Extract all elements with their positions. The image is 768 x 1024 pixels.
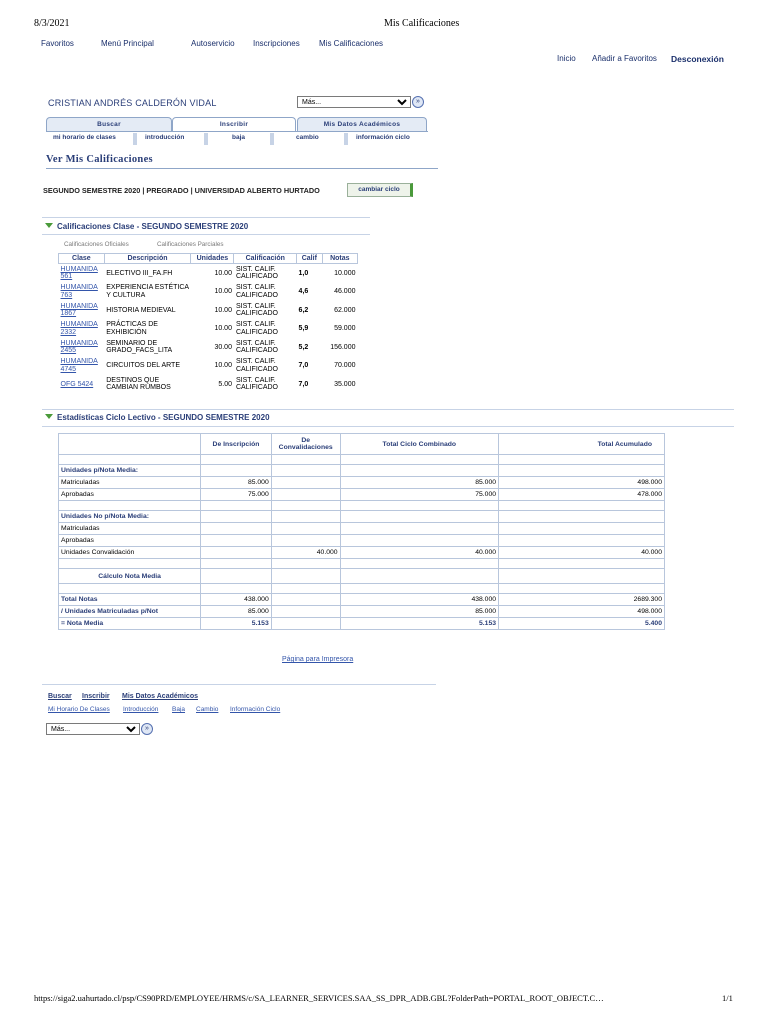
stats-row (59, 489, 665, 501)
stats-row-label (59, 501, 201, 511)
stats-row-label: = Nota Media (59, 618, 201, 630)
stats-row-label: Matriculadas (59, 523, 201, 535)
col-descripcion: Descripción (104, 254, 191, 264)
stats-cell: 5.153 (201, 618, 272, 630)
stats-cell (271, 535, 340, 547)
stats-cell (340, 569, 498, 584)
class-description: SEMINARIO DE GRADO_FACS_LITA (106, 339, 173, 355)
stats-cell (340, 511, 498, 523)
stats-cell (340, 584, 498, 594)
stats-cell (340, 501, 498, 511)
stats-row-label (59, 584, 201, 594)
stats-row-label: / Unidades Matriculadas p/Not (59, 606, 201, 618)
stats-cell: 498.000 (499, 477, 665, 489)
nav-mis-calificaciones[interactable]: Mis Calificaciones (319, 39, 384, 48)
stats-cell (201, 465, 272, 477)
class-units: 10.00 (214, 362, 232, 370)
class-grading-basis: SIST. CALIF. CALIFICADO (235, 302, 278, 318)
stats-cell (499, 569, 665, 584)
stats-cell (271, 559, 340, 569)
stats-row-label: Unidades No p/Nota Media: (59, 511, 201, 523)
table-row (59, 338, 358, 357)
class-link[interactable]: HUMANIDA 561 (60, 265, 98, 281)
stats-cell (201, 559, 272, 569)
stats-cell (271, 606, 340, 618)
table-row (59, 320, 358, 339)
logout-link[interactable]: Desconexión (671, 54, 724, 64)
subtab-baja[interactable]: baja (232, 134, 246, 141)
stats-section-divider (42, 409, 734, 410)
col-notas: Notas (322, 254, 357, 264)
stats-cell (271, 618, 340, 630)
footer-sub-info-ciclo[interactable]: Información Ciclo (230, 706, 281, 713)
stats-cell (201, 569, 272, 584)
stats-col-label (59, 434, 201, 455)
class-units: 10.00 (214, 269, 232, 277)
stats-row-label: Unidades p/Nota Media: (59, 465, 201, 477)
stats-row (59, 523, 665, 535)
class-link[interactable]: OFG 5424 (60, 380, 94, 388)
class-grade-points: 46.000 (334, 288, 356, 296)
class-description: ELECTIVO III_FA.FH (106, 269, 173, 277)
stats-row (59, 535, 665, 547)
print-title: Mis Calificaciones (384, 18, 460, 29)
add-favorites-link[interactable]: Añadir a Favoritos (592, 54, 657, 63)
print-page-number: 1/1 (722, 993, 733, 1003)
tab-mis-datos[interactable]: Mis Datos Académicos (297, 117, 427, 131)
class-grade-points: 70.000 (334, 362, 356, 370)
stats-row (59, 569, 665, 584)
class-grade: 5,2 (298, 343, 309, 351)
footer-link-buscar[interactable]: Buscar (48, 693, 72, 700)
class-link[interactable]: HUMANIDA 2455 (60, 339, 98, 355)
footer-divider (42, 684, 436, 685)
stats-cell: 85.000 (340, 477, 498, 489)
stats-header-row (59, 434, 665, 455)
footer-go-icon[interactable]: » (141, 723, 153, 735)
stats-row-label: Total Notas (59, 594, 201, 606)
stats-cell: 85.000 (201, 477, 272, 489)
stats-cell: 85.000 (340, 606, 498, 618)
class-units: 10.00 (214, 325, 232, 333)
class-grading-basis: SIST. CALIF. CALIFICADO (235, 265, 278, 281)
col-calificacion: Calificación (234, 254, 297, 264)
print-url: https://siga2.uahurtado.cl/psp/CS90PRD/EMPLOYEE/HRMS/c/SA_LEARNER_SERVICES.SAA_SS_DPR_ADB.GBL?FolderPath=PORTAL_ROOT_OBJECT.C… (34, 993, 604, 1003)
stats-cell (271, 465, 340, 477)
term-line: SEGUNDO SEMESTRE 2020 | PREGRADO | UNIVERSIDAD ALBERTO HURTADO (43, 186, 320, 195)
grades-section-title-text: Calificaciones Clase - SEGUNDO SEMESTRE 2020 (57, 222, 249, 231)
stats-cell: 5.400 (499, 618, 665, 630)
stats-cell (499, 535, 665, 547)
stats-cell: 40.000 (340, 547, 498, 559)
subtab-horario[interactable]: mi horario de clases (53, 134, 116, 141)
class-grading-basis: SIST. CALIF. CALIFICADO (235, 358, 278, 373)
stats-col-inscripcion: De Inscripción (201, 434, 272, 455)
class-link[interactable]: HUMANIDA 4745 (60, 358, 98, 373)
class-grade: 5,9 (298, 325, 309, 333)
stats-cell (271, 594, 340, 606)
inicio-link[interactable]: Inicio (557, 54, 576, 63)
stats-row-label: Matriculadas (59, 477, 201, 489)
class-description: HISTORIA MEDIEVAL (106, 306, 176, 314)
stats-row (59, 465, 665, 477)
table-row (59, 283, 358, 302)
stats-cell (340, 455, 498, 465)
stats-cell (271, 489, 340, 501)
stats-col-convalidaciones: De Convalidaciones (271, 434, 340, 455)
stats-cell (499, 523, 665, 535)
stats-cell (499, 455, 665, 465)
tab-underline (46, 131, 428, 132)
class-grading-basis: SIST. CALIF. CALIFICADO (235, 376, 278, 392)
stats-cell (499, 584, 665, 594)
class-grade: 4,6 (298, 288, 309, 296)
tab-buscar[interactable]: Buscar (46, 117, 172, 131)
subtab-introduccion[interactable]: introducción (145, 134, 185, 141)
stats-row (59, 559, 665, 569)
stats-cell (271, 455, 340, 465)
stats-cell: 40.000 (499, 547, 665, 559)
print-date: 8/3/2021 (34, 18, 70, 29)
stats-row-label: Cálculo Nota Media (59, 569, 201, 584)
subtab-separator (270, 133, 274, 145)
stats-cell (271, 511, 340, 523)
class-grade-points: 59.000 (334, 325, 356, 333)
grades-section-divider (42, 217, 370, 218)
footer-sub-introduccion[interactable]: Introducción (123, 706, 159, 713)
stats-col-ciclo-combinado: Total Ciclo Combinado (340, 434, 498, 455)
class-description: CIRCUITOS DEL ARTE (106, 362, 180, 370)
stats-row (59, 584, 665, 594)
stats-cell (201, 535, 272, 547)
stats-cell: 478.000 (499, 489, 665, 501)
stats-cell (201, 501, 272, 511)
grades-table (58, 253, 358, 394)
stats-cell: 498.000 (499, 606, 665, 618)
stats-cell (340, 523, 498, 535)
stats-row (59, 594, 665, 606)
stats-row (59, 455, 665, 465)
collapse-triangle-icon[interactable] (45, 223, 53, 228)
table-row (59, 375, 358, 394)
change-term-button[interactable]: cambiar ciclo (347, 183, 413, 197)
stats-cell (201, 547, 272, 559)
subtab-separator (344, 133, 348, 145)
stats-row-label (59, 559, 201, 569)
class-description: DESTINOS QUE CAMBIAN RUMBOS (106, 376, 171, 392)
class-grade: 7,0 (298, 362, 309, 370)
page-title: Ver Mis Calificaciones (46, 154, 153, 165)
footer-link-mis-datos[interactable]: Mis Datos Académicos (122, 693, 198, 700)
stats-section-divider (42, 426, 734, 427)
class-grade-points: 35.000 (334, 380, 356, 388)
class-units: 30.00 (214, 343, 232, 351)
stats-cell (340, 559, 498, 569)
stats-cell (201, 455, 272, 465)
class-description: EXPERIENCIA ESTÉTICA Y CULTURA (106, 284, 189, 299)
go-icon[interactable]: » (412, 96, 424, 108)
stats-cell: 5.153 (340, 618, 498, 630)
stats-row (59, 511, 665, 523)
stats-section-title-text: Estadísticas Ciclo Lectivo - SEGUNDO SEMESTRE 2020 (57, 413, 270, 422)
stats-row (59, 501, 665, 511)
class-description: PRÁCTICAS DE EXHIBICIÓN (106, 321, 158, 336)
stats-cell (340, 535, 498, 547)
stats-cell (201, 511, 272, 523)
col-clase: Clase (59, 254, 105, 264)
stats-col-acumulado: Total Acumulado (499, 434, 665, 455)
nav-menu-principal[interactable]: Menú Principal (101, 39, 154, 48)
stats-cell: 85.000 (201, 606, 272, 618)
stats-row (59, 547, 665, 559)
class-link[interactable]: HUMANIDA 763 (60, 284, 98, 299)
tab-calificaciones-oficiales[interactable]: Calificaciones Oficiales (64, 241, 129, 248)
table-row (59, 264, 358, 283)
stats-cell: 2689.300 (499, 594, 665, 606)
stats-row-label: Aprobadas (59, 489, 201, 501)
class-grading-basis: SIST. CALIF. CALIFICADO (235, 284, 278, 299)
stats-cell: 75.000 (201, 489, 272, 501)
class-grading-basis: SIST. CALIF. CALIFICADO (235, 339, 278, 355)
nav-inscripciones[interactable]: Inscripciones (253, 39, 300, 48)
footer-more-select[interactable] (46, 723, 140, 735)
subtab-separator (133, 133, 137, 145)
stats-cell: 40.000 (271, 547, 340, 559)
stats-cell (271, 501, 340, 511)
stats-row (59, 477, 665, 489)
class-grade: 7,0 (298, 380, 309, 388)
stats-cell: 438.000 (340, 594, 498, 606)
print-page-link[interactable]: Página para Impresora (282, 656, 354, 663)
stats-cell: 75.000 (340, 489, 498, 501)
subtab-cambio[interactable]: cambio (296, 134, 319, 141)
table-row (59, 357, 358, 376)
stats-row (59, 606, 665, 618)
footer-sub-horario[interactable]: Mi Horario De Clases (48, 706, 110, 713)
stats-cell (499, 501, 665, 511)
stats-cell (499, 559, 665, 569)
title-divider (46, 168, 438, 169)
stats-table (58, 433, 665, 630)
more-select[interactable] (297, 96, 411, 108)
stats-cell (499, 511, 665, 523)
subtab-info-ciclo[interactable]: información ciclo (356, 134, 410, 141)
stats-cell (201, 584, 272, 594)
stats-cell (499, 465, 665, 477)
class-link[interactable]: HUMANIDA 2332 (60, 321, 98, 336)
class-units: 5.00 (218, 380, 232, 388)
stats-cell (201, 523, 272, 535)
footer-link-inscribir[interactable]: Inscribir (82, 693, 110, 700)
grades-section-divider (42, 234, 370, 235)
stats-row-label: Aprobadas (59, 535, 201, 547)
grades-header-row (59, 254, 358, 264)
collapse-triangle-icon[interactable] (45, 414, 53, 419)
class-grading-basis: SIST. CALIF. CALIFICADO (235, 321, 278, 336)
stats-cell (271, 569, 340, 584)
class-units: 10.00 (214, 306, 232, 314)
footer-sub-baja[interactable]: Baja (172, 706, 186, 713)
student-name: CRISTIAN ANDRÉS CALDERÓN VIDAL (48, 98, 217, 108)
tab-inscribir[interactable]: Inscribir (172, 117, 296, 131)
class-link[interactable]: HUMANIDA 1867 (60, 302, 98, 318)
stats-row (59, 618, 665, 630)
nav-favoritos[interactable]: Favoritos (41, 39, 74, 48)
stats-row-label (59, 455, 201, 465)
subtab-separator (204, 133, 208, 145)
class-grade: 6,2 (298, 306, 309, 314)
stats-cell (271, 477, 340, 489)
nav-autoservicio[interactable]: Autoservicio (191, 39, 235, 48)
stats-cell: 438.000 (201, 594, 272, 606)
footer-sub-cambio[interactable]: Cambio (196, 706, 219, 713)
class-grade-points: 156.000 (330, 343, 356, 351)
class-grade-points: 62.000 (334, 306, 356, 314)
stats-cell (271, 523, 340, 535)
stats-cell (340, 465, 498, 477)
col-calif: Calif (297, 254, 323, 264)
stats-row-label: Unidades Convalidación (59, 547, 201, 559)
col-unidades: Unidades (191, 254, 234, 264)
class-grade-points: 10.000 (334, 269, 356, 277)
grades-section-title (45, 222, 248, 231)
class-units: 10.00 (214, 288, 232, 296)
stats-cell (271, 584, 340, 594)
tab-calificaciones-parciales[interactable]: Calificaciones Parciales (157, 241, 224, 248)
class-grade: 1,0 (298, 269, 309, 277)
stats-section-title (45, 413, 270, 422)
table-row (59, 301, 358, 320)
